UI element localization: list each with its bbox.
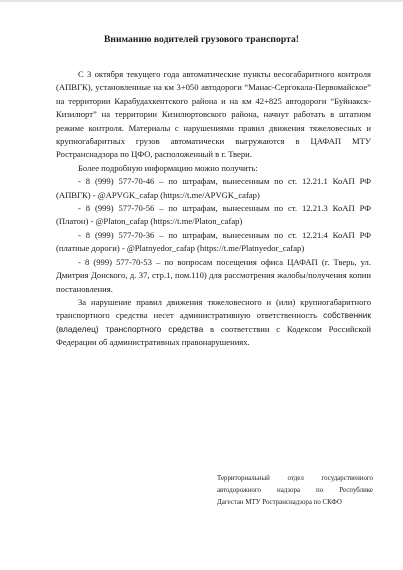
- paragraph-intro: С 3 октября текущего года автоматические пункты весогабаритного контроля (АПВГК), установленные на км 3+050 автодороги “Манас-Сергокала-Первомайское” на территории Карабудахкентского района и на км 42+825 автодороги “Буйнакск-Кизилюрт” на территории Кизилюртовского района, начнут работать в штатном режиме контроля. Материалы с нарушениями правил движения тяжеловесных и крупногабаритных грузов автоматически выгружаются в ЦАФАП МТУ Ространснадзора по ЦФО, расположенный в г. Твери.: [56, 69, 371, 160]
- contact-platon: - 8 (999) 577-70-56 – по штрафам, вынесенным по ст. 12.21.3 КоАП РФ (Платон) - @Platon_cafap (https://t.me/Platon_cafap): [56, 203, 371, 227]
- signature-line-3: Дагестан МТУ Ространснадзора по СКФО: [217, 499, 342, 507]
- paragraph-liability: [56, 296, 371, 350]
- signature-line-2: автодорожного надзора по Республике: [217, 487, 373, 495]
- liability-text-before: За нарушение правил движения тяжеловесного и (или) крупногабаритного транспортного средства несет административную ответственность: [56, 296, 371, 321]
- liability-owner: собственник (владелец) транспортного средства: [56, 310, 371, 334]
- page-edge: [0, 0, 403, 2]
- document-title: Вниманию водителей грузового транспорта!: [103, 34, 300, 45]
- paragraph-more-info: Более подробную информацию можно получить:: [78, 162, 258, 173]
- document-body: [56, 68, 371, 350]
- contact-office: - 8 (999) 577-70-53 – по вопросам посещения офиса ЦАФАП (г. Тверь, ул. Дмитрия Донского, д. 37, стр.1, пом.110) для рассмотрения жалобы/получения копии постановления.: [56, 256, 371, 294]
- contact-apvgk: - 8 (999) 577-70-46 – по штрафам, вынесенным по ст. 12.21.1 КоАП РФ (АПВГК) - @APVGK_cafap (https://t.me/APVGK_cafap): [56, 176, 371, 200]
- signature-block: [217, 473, 373, 510]
- liability-text-after: в соответствии с Кодексом Российской Федерации об административных правонарушениях.: [56, 323, 371, 348]
- contact-paid-roads: - 8 (999) 577-70-36 – по штрафам, вынесенным по ст. 12.21.4 КоАП РФ (платные дороги) - @Platnyedor_cafap (https://t.me/Platnyedor_cafap): [56, 229, 371, 254]
- signature-line-1: Территориальный отдел государственного: [217, 475, 373, 482]
